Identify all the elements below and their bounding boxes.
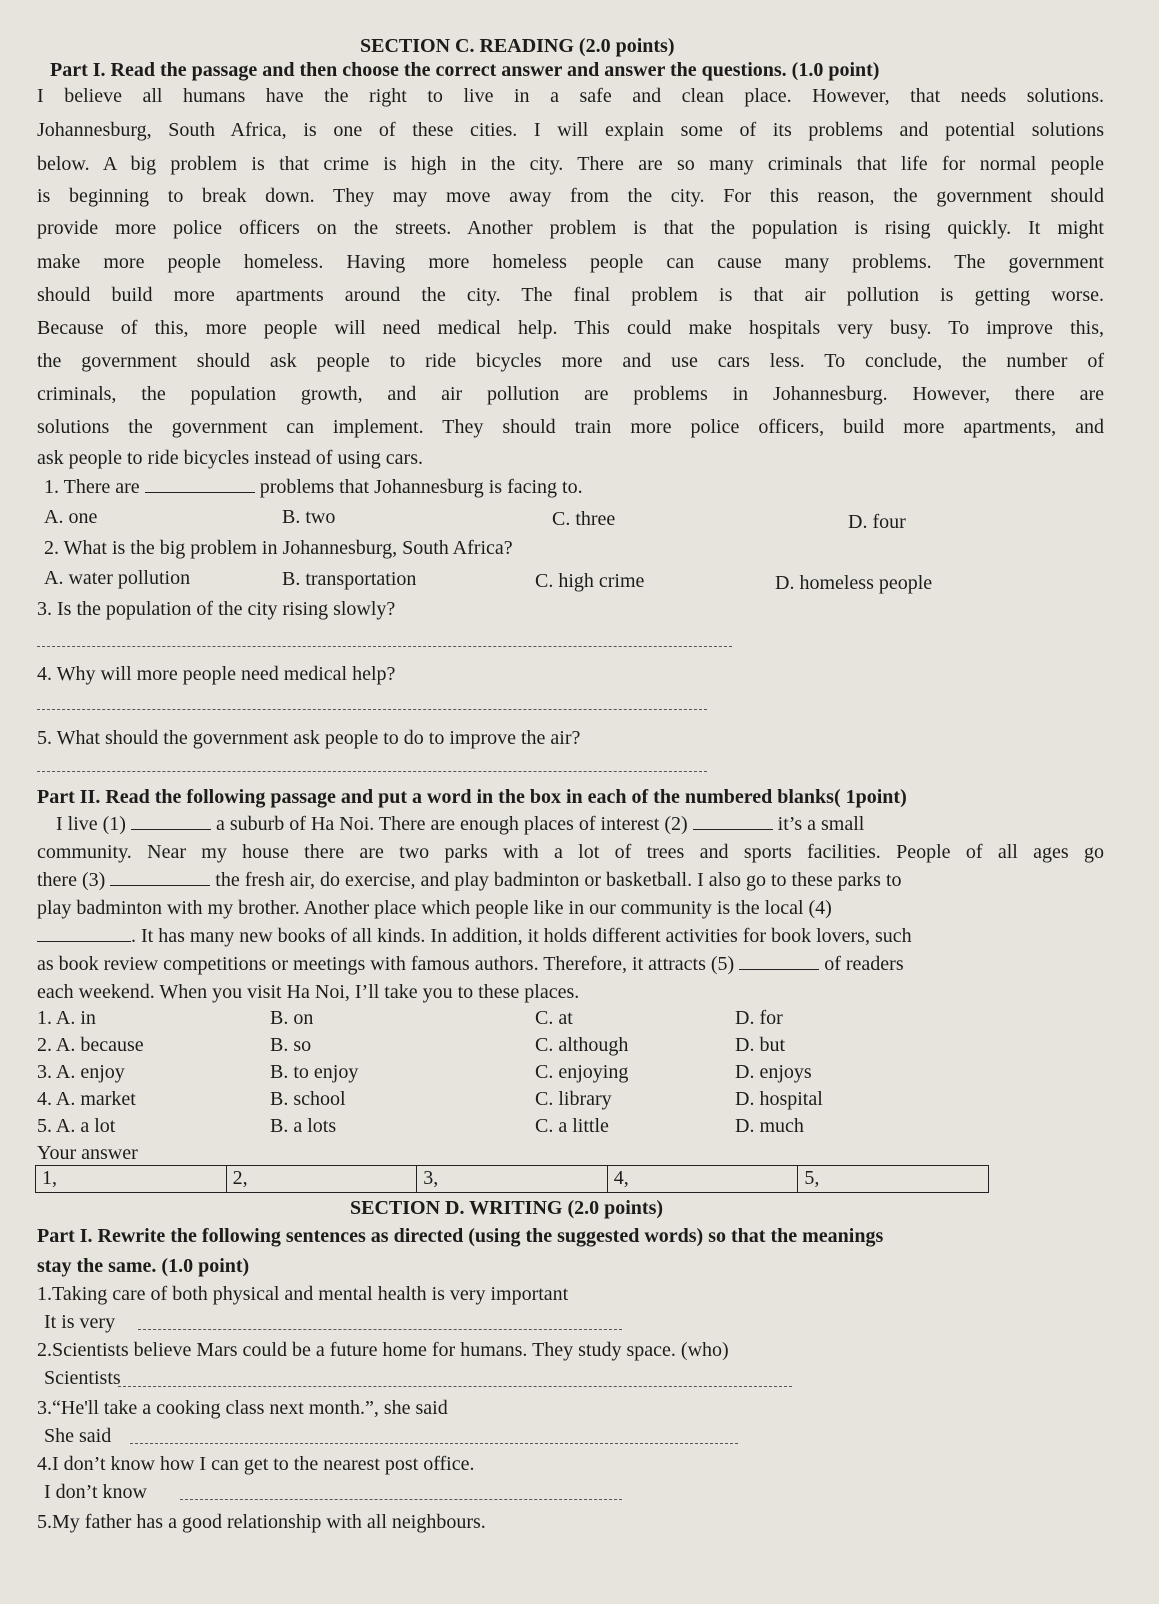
sentence-2-start: Scientists	[44, 1367, 121, 1389]
text: it’s a small	[777, 813, 865, 835]
answer-table	[35, 1165, 989, 1193]
passage-line: solutions the government can implement. They should train more police officers, build more apartments, and	[37, 416, 1104, 438]
question-2: 2. What is the big problem in Johannesburg, South Africa?	[44, 537, 513, 559]
q4-answer-line[interactable]	[37, 709, 707, 710]
p2-q3-b[interactable]: B. to enjoy	[270, 1061, 359, 1083]
part2-heading: Part II. Read the following passage and put a word in the box in each of the numbered blanks( 1point)	[37, 786, 907, 808]
part2-line-2: community. Near my house there are two parks with a lot of trees and sports facilities. People of all ages go	[37, 841, 1104, 863]
q1-after: problems that Johannesburg is facing to.	[259, 476, 583, 498]
sentence-4-start: I don’t know	[44, 1481, 147, 1503]
text: the fresh air, do exercise, and play badminton or basketball. I also go to these parks to	[215, 869, 902, 891]
passage-line: I believe all humans have the right to live in a safe and clean place. However, that needs solutions.	[37, 85, 1104, 107]
blank-2[interactable]	[693, 813, 773, 830]
blank-3[interactable]	[110, 869, 210, 886]
q2-option-a[interactable]: A. water pollution	[44, 567, 191, 589]
passage-line: is beginning to break down. They may move away from the city. For this reason, the government should	[37, 185, 1104, 207]
blank-4[interactable]	[37, 925, 131, 942]
p2-q4-b[interactable]: B. school	[270, 1088, 346, 1110]
p2-q5-a[interactable]: 5. A. a lot	[37, 1115, 116, 1137]
p2-q3-c[interactable]: C. enjoying	[535, 1061, 629, 1083]
q2-option-b[interactable]: B. transportation	[282, 568, 417, 590]
p2-q2-b[interactable]: B. so	[270, 1034, 312, 1056]
sentence-4: 4.I don’t know how I can get to the nearest post office.	[37, 1453, 475, 1475]
blank-1[interactable]	[131, 813, 211, 830]
q1-option-b[interactable]: B. two	[282, 506, 336, 528]
passage-line: should build more apartments around the city. The final problem is that air pollution is getting worse.	[37, 284, 1104, 306]
sentence-5: 5.My father has a good relationship with all neighbours.	[37, 1511, 486, 1533]
part2-line-1	[56, 812, 864, 836]
answer-cell-4[interactable]: 4,	[607, 1166, 798, 1192]
passage-line: ask people to ride bicycles instead of using cars.	[37, 447, 423, 469]
part2-line-5	[37, 924, 912, 948]
text: I live (1)	[56, 813, 126, 835]
sentence-2-answer-line[interactable]	[118, 1386, 792, 1387]
p2-q5-d[interactable]: D. much	[735, 1115, 804, 1137]
sentence-1-start: It is very	[44, 1311, 116, 1333]
sentence-3-start: She said	[44, 1425, 112, 1447]
text: of readers	[824, 953, 904, 975]
q1-option-c[interactable]: C. three	[552, 508, 616, 530]
sentence-3-answer-line[interactable]	[130, 1443, 738, 1444]
answer-cell-2[interactable]: 2,	[226, 1166, 417, 1192]
question-4: 4. Why will more people need medical help?	[37, 663, 396, 685]
sentence-1-answer-line[interactable]	[138, 1329, 622, 1330]
q1-blank[interactable]	[145, 476, 255, 493]
p2-q1-d[interactable]: D. for	[735, 1007, 783, 1029]
p2-q2-d[interactable]: D. but	[735, 1034, 785, 1056]
p2-q3-d[interactable]: D. enjoys	[735, 1061, 812, 1083]
q1-option-d[interactable]: D. four	[848, 511, 906, 533]
text: . It has many new books of all kinds. In addition, it holds different activities for book lovers, such	[131, 925, 912, 947]
passage-line: criminals, the population growth, and air pollution are problems in Johannesburg. However, there are	[37, 383, 1104, 405]
text: there (3)	[37, 869, 106, 891]
part2-line-6	[37, 952, 904, 976]
blank-5[interactable]	[739, 953, 819, 970]
passage-line: the government should ask people to ride bicycles more and use cars less. To conclude, the number of	[37, 350, 1104, 372]
writing-heading-1: Part I. Rewrite the following sentences as directed (using the suggested words) so that the meanings	[37, 1225, 884, 1247]
answer-cell-5[interactable]: 5,	[797, 1166, 988, 1192]
p2-q3-a[interactable]: 3. A. enjoy	[37, 1061, 125, 1083]
sentence-4-answer-line[interactable]	[180, 1499, 622, 1500]
section-c-title: SECTION C. READING (2.0 points)	[360, 35, 675, 57]
p2-q4-c[interactable]: C. library	[535, 1088, 612, 1110]
text: a suburb of Ha Noi. There are enough places of interest (2)	[215, 813, 688, 835]
p2-q2-a[interactable]: 2. A. because	[37, 1034, 144, 1056]
part1-heading: Part I. Read the passage and then choose the correct answer and answer the questions. (1.0 point)	[50, 59, 880, 81]
p2-q5-b[interactable]: B. a lots	[270, 1115, 337, 1137]
p2-q5-c[interactable]: C. a little	[535, 1115, 609, 1137]
answer-cell-3[interactable]: 3,	[416, 1166, 607, 1192]
q2-option-c[interactable]: C. high crime	[535, 570, 645, 592]
passage-line: Johannesburg, South Africa, is one of these cities. I will explain some of its problems and potential solutions	[37, 119, 1104, 141]
p2-q4-a[interactable]: 4. A. market	[37, 1088, 136, 1110]
sentence-3: 3.“He'll take a cooking class next month.”, she said	[37, 1397, 448, 1419]
p2-q2-c[interactable]: C. although	[535, 1034, 629, 1056]
sentence-2: 2.Scientists believe Mars could be a future home for humans. They study space. (who)	[37, 1339, 729, 1361]
passage-line: below. A big problem is that crime is high in the city. There are so many criminals that life for normal people	[37, 153, 1104, 175]
p2-q1-b[interactable]: B. on	[270, 1007, 314, 1029]
passage-line: Because of this, more people will need medical help. This could make hospitals very busy. To improve this,	[37, 317, 1104, 339]
p2-q1-c[interactable]: C. at	[535, 1007, 573, 1029]
part2-line-7: each weekend. When you visit Ha Noi, I’ll take you to these places.	[37, 981, 580, 1003]
p2-q1-a[interactable]: 1. A. in	[37, 1007, 96, 1029]
your-answer-label: Your answer	[37, 1142, 138, 1164]
q1-before: 1. There are	[44, 476, 140, 498]
answer-cell-1[interactable]: 1,	[42, 1167, 57, 1189]
writing-heading-2: stay the same. (1.0 point)	[37, 1255, 250, 1277]
q3-answer-line[interactable]	[37, 646, 732, 647]
question-5: 5. What should the government ask people to do to improve the air?	[37, 727, 581, 749]
passage-line: make more people homeless. Having more homeless people can cause many problems. The government	[37, 251, 1104, 273]
part2-line-4: play badminton with my brother. Another place which people like in our community is the local (4)	[37, 897, 832, 919]
part2-line-3	[37, 868, 902, 892]
question-1	[44, 475, 583, 499]
sentence-1: 1.Taking care of both physical and mental health is very important	[37, 1283, 569, 1305]
passage-line: provide more police officers on the streets. Another problem is that the population is rising quickly. It might	[37, 217, 1104, 239]
q1-option-a[interactable]: A. one	[44, 506, 98, 528]
p2-q4-d[interactable]: D. hospital	[735, 1088, 823, 1110]
text: as book review competitions or meetings with famous authors. Therefore, it attracts (5)	[37, 953, 735, 975]
q2-option-d[interactable]: D. homeless people	[775, 572, 933, 594]
section-d-title: SECTION D. WRITING (2.0 points)	[350, 1197, 664, 1219]
question-3: 3. Is the population of the city rising slowly?	[37, 598, 396, 620]
q5-answer-line[interactable]	[37, 771, 707, 772]
